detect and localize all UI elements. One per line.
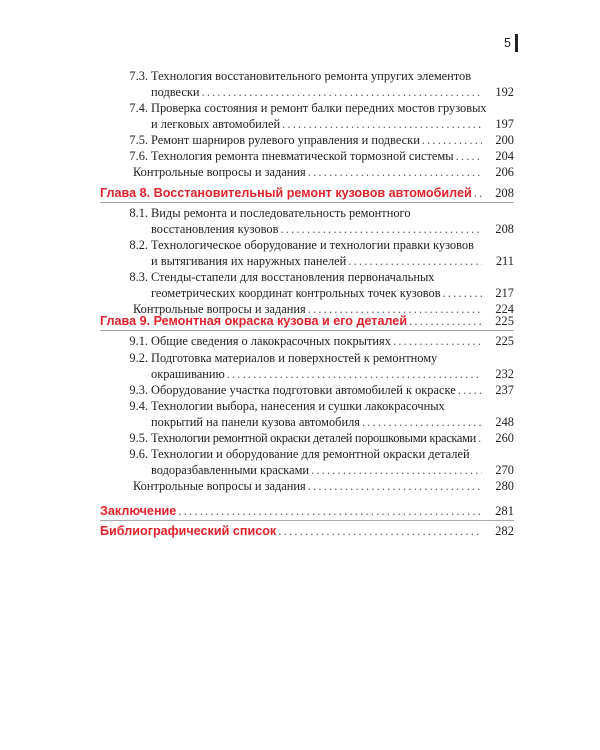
- toc-item-number: 9.6.: [129, 447, 148, 461]
- leader-dots: [422, 132, 482, 148]
- toc-item-title-line2: водоразбавленными красками: [151, 463, 310, 477]
- leader-dots: [227, 366, 482, 382]
- leader-dots: [478, 430, 482, 446]
- toc-item-page: 232: [495, 367, 514, 381]
- chapter-divider: [100, 520, 514, 521]
- toc-item-8-2-continued[interactable]: [151, 253, 514, 269]
- conclusion-heading[interactable]: [100, 503, 514, 519]
- toc-item-title: Ремонт шарниров рулевого управления и подвески: [151, 133, 420, 147]
- toc-item-title: Оборудование участка подготовки автомобилей к окраске: [151, 383, 456, 397]
- toc-item-8-1-continued[interactable]: [151, 221, 514, 237]
- toc-item-page: 204: [495, 149, 514, 163]
- toc-item-title-line1: Технологическое оборудование и технологии правки кузовов: [151, 238, 474, 252]
- toc-item-title: Технологии ремонтной окраски деталей порошковыми красками: [151, 431, 476, 445]
- toc-item-title-line1: Технологии и оборудование для ремонтной окраски деталей: [151, 447, 470, 461]
- chapter-page: 208: [495, 186, 514, 200]
- chapter-9-heading[interactable]: [100, 313, 514, 329]
- leader-dots: [278, 523, 482, 539]
- toc-item-number: 9.4.: [129, 399, 148, 413]
- leader-dots: [282, 116, 482, 132]
- toc-item-title: Контрольные вопросы и задания: [133, 165, 306, 179]
- toc-item-9-3[interactable]: [0, 382, 514, 398]
- page-number: 5: [504, 36, 511, 50]
- toc-item-page: 217: [495, 286, 514, 300]
- toc-item-page: 192: [495, 85, 514, 99]
- leader-dots: [311, 462, 482, 478]
- toc-item-9-5[interactable]: [0, 430, 514, 446]
- toc-item-page: 237: [495, 383, 514, 397]
- leader-dots: [458, 382, 482, 398]
- leader-dots: [474, 185, 482, 201]
- bibliography-heading[interactable]: [100, 523, 514, 539]
- toc-item-title-line2: и легковых автомобилей: [151, 117, 281, 131]
- toc-item-questions-7[interactable]: [133, 164, 514, 180]
- bibliography-title: Библиографический список: [100, 524, 277, 538]
- toc-item-9-1[interactable]: [0, 333, 514, 349]
- toc-item-number: 9.1.: [129, 334, 148, 348]
- toc-item-number: 9.3.: [129, 383, 148, 397]
- toc-item-title-line1: Технологии выбора, нанесения и сушки лакокрасочных: [151, 399, 445, 413]
- toc-item-title-line2: подвески: [151, 85, 200, 99]
- bibliography-page: 282: [495, 524, 514, 538]
- leader-dots: [409, 313, 482, 329]
- toc-item-title-line1: Стенды-стапели для восстановления первоначальных: [151, 270, 435, 284]
- toc-item-page: 197: [495, 117, 514, 131]
- toc-item-questions-9[interactable]: [133, 478, 514, 494]
- toc-item-page: 211: [495, 254, 514, 268]
- toc-item-title-line2: восстановления кузовов: [151, 222, 279, 236]
- toc-item-page: 224: [495, 302, 514, 316]
- conclusion-title: Заключение: [100, 504, 177, 518]
- toc-item-page: 206: [495, 165, 514, 179]
- leader-dots: [348, 253, 482, 269]
- toc-item-number: 9.2.: [129, 351, 148, 365]
- leader-dots: [362, 414, 482, 430]
- toc-item-title-line1: Проверка состояния и ремонт балки передних мостов грузовых: [151, 101, 487, 115]
- chapter-page: 225: [495, 314, 514, 328]
- toc-item-9-2-continued[interactable]: [151, 366, 514, 382]
- toc-item-9-6-continued[interactable]: [151, 462, 514, 478]
- toc-item-number: 7.4.: [129, 101, 148, 115]
- toc-item-page: 270: [495, 463, 514, 477]
- toc-item-number: 7.6.: [129, 149, 148, 163]
- toc-item-title-line1: Подготовка материалов и поверхностей к ремонтному: [151, 351, 438, 365]
- chapter-8-heading[interactable]: [100, 185, 514, 201]
- leader-dots: [443, 285, 482, 301]
- leader-dots: [308, 478, 482, 494]
- conclusion-page: 281: [495, 504, 514, 518]
- toc-item-9-4-continued[interactable]: [151, 414, 514, 430]
- chapter-title: Глава 9. Ремонтная окраска кузова и его деталей: [100, 314, 408, 328]
- toc-item-number: 7.3.: [129, 69, 148, 83]
- leader-dots: [202, 84, 482, 100]
- toc-item-7-4-continued[interactable]: [151, 116, 514, 132]
- toc-item-number: 8.1.: [129, 206, 148, 220]
- toc-item-page: 225: [495, 334, 514, 348]
- leader-dots: [280, 221, 482, 237]
- toc-item-7-3-continued[interactable]: [151, 84, 514, 100]
- toc-item-title: Контрольные вопросы и задания: [133, 479, 306, 493]
- toc-item-7-6[interactable]: [0, 148, 514, 164]
- toc-item-number: 8.3.: [129, 270, 148, 284]
- toc-item-number: 8.2.: [129, 238, 148, 252]
- toc-item-number: 7.5.: [129, 133, 148, 147]
- toc-item-page: 248: [495, 415, 514, 429]
- toc-item-8-3-continued[interactable]: [151, 285, 514, 301]
- chapter-divider: [100, 330, 514, 331]
- toc-item-page: 200: [495, 133, 514, 147]
- toc-item-title-line1: Виды ремонта и последовательность ремонтного: [151, 206, 411, 220]
- leader-dots: [456, 148, 482, 164]
- toc-item-number: 9.5.: [129, 431, 148, 445]
- toc-item-page: 208: [495, 222, 514, 236]
- page-number-bar: [515, 34, 518, 52]
- toc-item-title: Технология ремонта пневматической тормозной системы: [151, 149, 454, 163]
- leader-dots: [393, 333, 482, 349]
- toc-item-title: Контрольные вопросы и задания: [133, 302, 306, 316]
- leader-dots: [178, 503, 482, 519]
- toc-item-7-5[interactable]: [0, 132, 514, 148]
- chapter-divider: [100, 202, 514, 203]
- toc-item-title: Общие сведения о лакокрасочных покрытиях: [151, 334, 391, 348]
- toc-item-title-line2: окрашиванию: [151, 367, 225, 381]
- toc-item-title-line1: Технология восстановительного ремонта упругих элементов: [151, 69, 472, 83]
- leader-dots: [308, 164, 482, 180]
- toc-item-title-line2: покрытий на панели кузова автомобиля: [151, 415, 360, 429]
- toc-item-page: 280: [495, 479, 514, 493]
- toc-item-title-line2: геометрических координат контрольных точек кузовов: [151, 286, 441, 300]
- toc-item-page: 260: [495, 431, 514, 445]
- toc-item-title-line2: и вытягивания их наружных панелей: [151, 254, 347, 268]
- chapter-title: Глава 8. Восстановительный ремонт кузовов автомобилей: [100, 186, 472, 200]
